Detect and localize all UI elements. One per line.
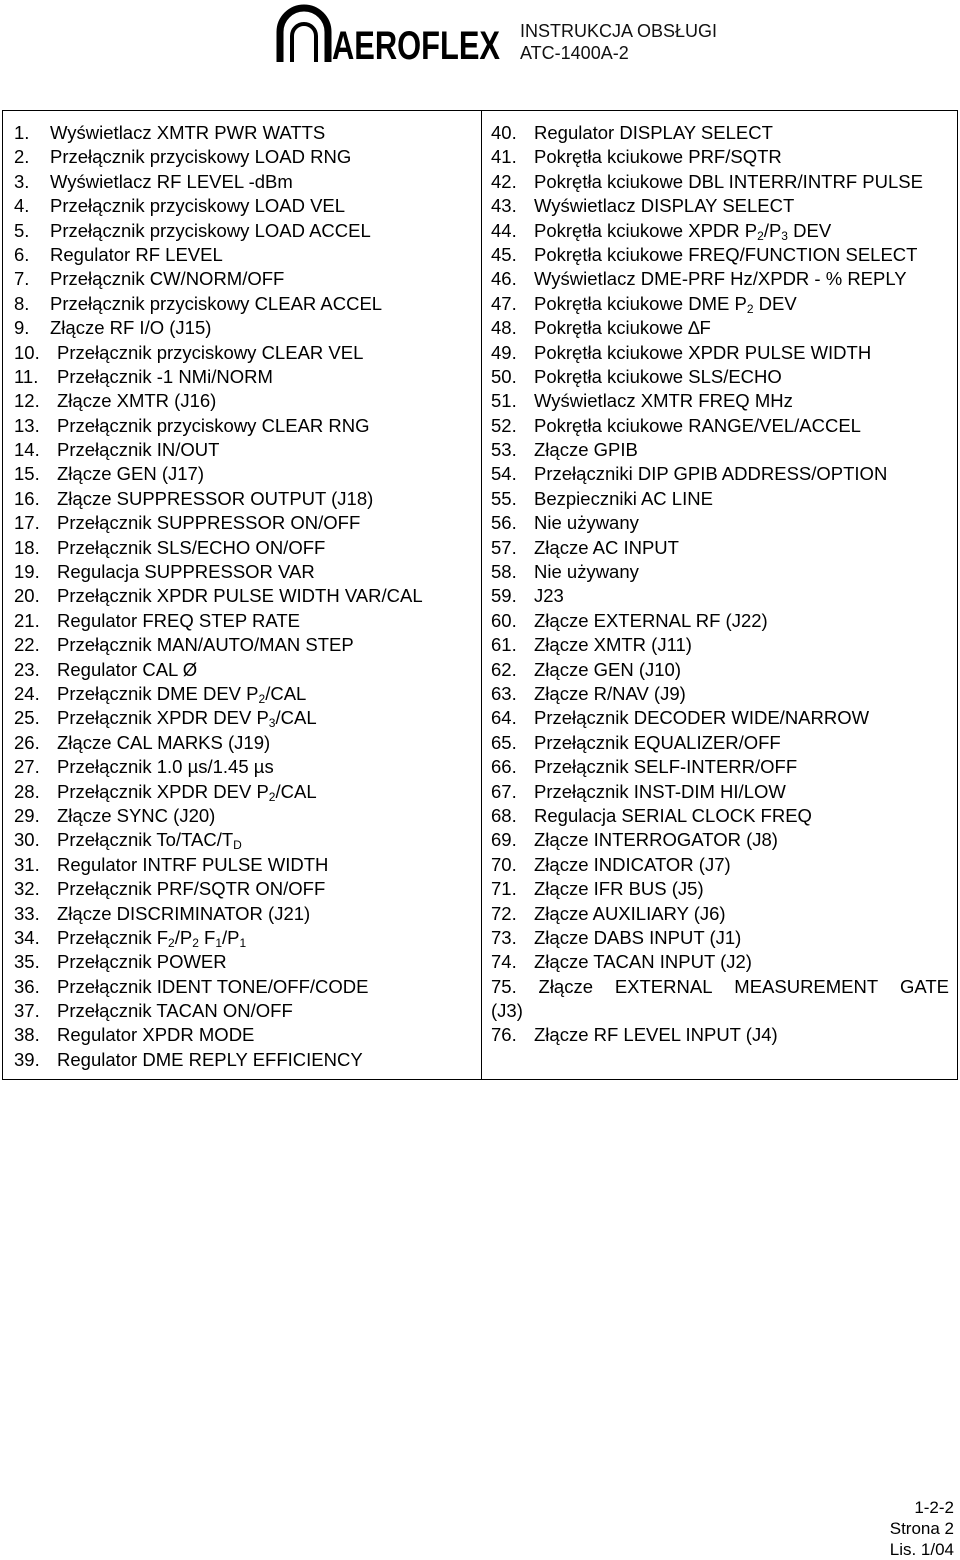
legend-item xyxy=(491,316,949,340)
legend-item-75-word: Złącze xyxy=(538,975,594,997)
legend-item-number: 73. xyxy=(491,926,517,948)
legend-item xyxy=(14,145,474,169)
legend-item-number: 67. xyxy=(491,780,517,802)
legend-item xyxy=(491,511,949,535)
legend-item-text: Przełącznik przyciskowy LOAD RNG xyxy=(50,146,352,168)
legend-item-number: 23. xyxy=(14,658,40,680)
legend-item xyxy=(491,341,949,365)
legend-item xyxy=(491,267,949,291)
legend-item xyxy=(14,1048,474,1072)
legend-item-number: 43. xyxy=(491,195,517,217)
legend-item xyxy=(491,121,949,145)
legend-item xyxy=(491,658,949,682)
legend-item-number: 6. xyxy=(14,243,30,265)
legend-item xyxy=(14,219,474,243)
legend-item-text: Przełącznik XPDR DEV $P_3$/CAL xyxy=(57,707,317,731)
legend-item xyxy=(14,682,474,706)
legend-item xyxy=(14,365,474,389)
legend-item-text: Przełącznik IN/OUT xyxy=(57,439,220,461)
legend-item xyxy=(14,414,474,438)
legend-item-text: Przełącznik $F_2/P_2$ $F_1/P_1$ xyxy=(57,926,247,950)
legend-item-number: 35. xyxy=(14,951,40,973)
legend-item xyxy=(491,633,949,657)
legend-item-text: Złącze DABS INPUT (J1) xyxy=(534,926,742,948)
legend-item-text: Przełącznik 1.0 µs/1.45 µs xyxy=(57,756,274,778)
logo-text: AEROFLEX xyxy=(332,24,501,68)
legend-item-number: 28. xyxy=(14,780,40,802)
legend-item-text: Regulator XPDR MODE xyxy=(57,1024,255,1046)
legend-item xyxy=(491,877,949,901)
legend-item xyxy=(14,267,474,291)
legend-item-number: 10. xyxy=(14,341,40,363)
legend-item-text: Wyświetlacz RF LEVEL -dBm xyxy=(50,170,293,192)
legend-item xyxy=(14,243,474,267)
legend-item-text: Przełącznik PRF/SQTR ON/OFF xyxy=(57,878,326,900)
legend-item xyxy=(491,414,949,438)
legend-item-number: 52. xyxy=(491,414,517,436)
legend-item xyxy=(14,536,474,560)
legend-item-number: 26. xyxy=(14,731,40,753)
legend-item-text: Przełącznik DME DEV $P_2$/CAL xyxy=(57,682,307,706)
legend-item-text: Pokrętła kciukowe ∆F xyxy=(534,317,711,339)
legend-item-text: Regulator INTRF PULSE WIDTH xyxy=(57,853,329,875)
legend-item-text: Złącze GPIB xyxy=(534,439,638,461)
column-divider xyxy=(481,111,482,1079)
legend-item-number: 8. xyxy=(14,292,30,314)
legend-item xyxy=(491,926,949,950)
legend-item-number: 9. xyxy=(14,317,30,339)
legend-item-text: Złącze RF I/O (J15) xyxy=(50,317,212,339)
legend-item-number: 29. xyxy=(14,804,40,826)
legend-item-text: J23 xyxy=(534,585,564,607)
legend-item xyxy=(491,902,949,926)
legend-item-text: Przełącznik CW/NORM/OFF xyxy=(50,268,285,290)
legend-item-75-word: MEASUREMENT xyxy=(734,975,879,997)
legend-item-text: Pokrętła kciukowe FREQ/FUNCTION SELECT xyxy=(534,243,918,265)
legend-item-text: Złącze GEN (J17) xyxy=(57,463,205,485)
legend-item-number: 11. xyxy=(14,365,39,387)
legend-item-text: Złącze INDICATOR (J7) xyxy=(534,853,731,875)
legend-item-number: 53. xyxy=(491,439,517,461)
legend-item-number: 74. xyxy=(491,951,517,973)
legend-item-text: Regulacja SUPPRESSOR VAR xyxy=(57,561,315,583)
legend-item xyxy=(14,731,474,755)
legend-item-number: 63. xyxy=(491,682,517,704)
legend-item xyxy=(14,975,474,999)
legend-item-text: Złącze IFR BUS (J5) xyxy=(534,878,704,900)
legend-item-text: Przełącznik EQUALIZER/OFF xyxy=(534,731,781,753)
legend-item xyxy=(491,682,949,706)
legend-item-number: 25. xyxy=(14,707,40,729)
legend-item-number: 42. xyxy=(491,170,517,192)
legend-item-number: 1. xyxy=(14,122,30,143)
legend-item xyxy=(14,438,474,462)
legend-item-number: 24. xyxy=(14,682,40,704)
legend-item xyxy=(14,658,474,682)
legend-item-number: 69. xyxy=(491,829,517,851)
legend-item xyxy=(491,584,949,608)
legend-item-text: Przełącznik SELF-INTERR/OFF xyxy=(534,756,798,778)
legend-item xyxy=(14,389,474,413)
legend-item-number: 20. xyxy=(14,585,40,607)
legend-item xyxy=(14,121,474,145)
legend-item-text: Przełączniki DIP GPIB ADDRESS/OPTION xyxy=(534,463,888,485)
legend-item-number: 62. xyxy=(491,658,517,680)
legend-item xyxy=(14,487,474,511)
legend-item-text: Regulator CAL Ø xyxy=(57,658,198,680)
legend-item-number: 14. xyxy=(14,439,40,461)
legend-item-text: Bezpieczniki AC LINE xyxy=(534,487,713,509)
legend-item-number: 34. xyxy=(14,926,40,948)
legend-item-number: 18. xyxy=(14,536,40,558)
legend-item-text: Przełącznik XPDR DEV $P_2$/CAL xyxy=(57,780,317,804)
legend-item-text: Przełącznik przyciskowy CLEAR ACCEL xyxy=(50,292,383,314)
legend-item-text: Pokrętła kciukowe XPDR PULSE WIDTH xyxy=(534,341,872,363)
legend-item-text: Pokrętła kciukowe XPDR $P_2/P_3$ DEV xyxy=(534,219,832,243)
legend-item-number: 12. xyxy=(14,390,40,412)
legend-item xyxy=(14,341,474,365)
legend-item-text: Wyświetlacz DISPLAY SELECT xyxy=(534,195,795,217)
legend-item xyxy=(491,365,949,389)
legend-item-text: Nie używany xyxy=(534,512,639,534)
legend-item-number: 68. xyxy=(491,804,517,826)
legend-item xyxy=(14,609,474,633)
legend-item xyxy=(14,1023,474,1047)
legend-item xyxy=(491,219,949,243)
legend-item xyxy=(14,926,474,950)
legend-item-number: 57. xyxy=(491,536,517,558)
legend-item-number: 19. xyxy=(14,561,40,583)
legend-item-number: 3. xyxy=(14,170,30,192)
legend-item xyxy=(491,755,949,779)
legend-item-number: 16. xyxy=(14,487,40,509)
legend-item-75-word: GATE xyxy=(899,975,949,997)
legend-item-number: 51. xyxy=(491,390,517,412)
document-header xyxy=(520,20,717,64)
legend-item-number: 70. xyxy=(491,853,517,875)
page-footer xyxy=(890,1497,954,1560)
legend-item-number: 32. xyxy=(14,878,40,900)
legend-item-75 xyxy=(491,975,949,1024)
legend-item-text: Przełącznik przyciskowy LOAD ACCEL xyxy=(50,219,371,241)
legend-item-text: Wyświetlacz XMTR PWR WATTS xyxy=(50,122,326,143)
legend-item-text: Złącze SYNC (J20) xyxy=(57,804,216,826)
legend-column-left xyxy=(14,121,474,1072)
legend-table xyxy=(2,110,958,1080)
legend-item xyxy=(491,487,949,511)
legend-item-number: 44. xyxy=(491,219,517,241)
legend-item xyxy=(491,194,949,218)
legend-item-text: Przełącznik IDENT TONE/OFF/CODE xyxy=(57,975,369,997)
legend-item xyxy=(491,780,949,804)
legend-item xyxy=(14,316,474,340)
legend-item-75-word: 75. xyxy=(491,975,517,997)
legend-item-text: Przełącznik SLS/ECHO ON/OFF xyxy=(57,536,326,558)
legend-item xyxy=(14,853,474,877)
legend-item-number: 48. xyxy=(491,317,517,339)
legend-item xyxy=(14,755,474,779)
section-number: 1-2-2 xyxy=(914,1498,954,1517)
legend-item xyxy=(491,462,949,486)
legend-item-text: Pokrętła kciukowe SLS/ECHO xyxy=(534,365,782,387)
legend-item-number: 13. xyxy=(14,414,40,436)
manual-title: INSTRUKCJA OBSŁUGI xyxy=(520,21,718,41)
legend-item xyxy=(491,170,949,194)
legend-item-text: Przełącznik $To/TAC/T_D$ xyxy=(57,829,242,853)
legend-item-number: 59. xyxy=(491,585,517,607)
legend-item-text: Złącze TACAN INPUT (J2) xyxy=(534,951,752,973)
legend-item-number: 7. xyxy=(14,268,30,290)
legend-item-text: Przełącznik przyciskowy CLEAR RNG xyxy=(57,414,370,436)
legend-item xyxy=(14,999,474,1023)
legend-item xyxy=(14,584,474,608)
legend-item xyxy=(491,292,949,316)
legend-item-number: 60. xyxy=(491,609,517,631)
legend-item-text: Złącze AUXILIARY (J6) xyxy=(534,902,726,924)
legend-item-text: Pokrętła kciukowe DME $P_2$ DEV xyxy=(534,292,797,316)
legend-item-number: 21. xyxy=(14,609,40,631)
legend-item-number: 66. xyxy=(491,756,517,778)
legend-item-text: Przełącznik TACAN ON/OFF xyxy=(57,1000,293,1022)
legend-item-text: Regulator DME REPLY EFFICIENCY xyxy=(57,1048,363,1070)
legend-item-number: 5. xyxy=(14,219,30,241)
legend-item-number: 22. xyxy=(14,634,40,656)
legend-item-number: 2. xyxy=(14,146,30,168)
legend-item-number: 46. xyxy=(491,268,517,290)
page-number: Strona 2 xyxy=(889,1519,954,1538)
legend-item-number: 71. xyxy=(491,878,517,900)
legend-item-text: Pokrętła kciukowe DBL INTERR/INTRF PULSE xyxy=(534,170,923,192)
legend-item-number: 30. xyxy=(14,829,40,851)
legend-item-text: Złącze EXTERNAL RF (J22) xyxy=(534,609,768,631)
legend-item-text: Złącze GEN (J10) xyxy=(534,658,682,680)
legend-item-number: 15. xyxy=(14,463,40,485)
legend-item-number: 17. xyxy=(14,512,40,534)
legend-item xyxy=(491,438,949,462)
legend-item xyxy=(491,536,949,560)
legend-item xyxy=(491,609,949,633)
legend-item xyxy=(14,462,474,486)
legend-item xyxy=(14,902,474,926)
legend-item-text: Złącze R/NAV (J9) xyxy=(534,682,686,704)
legend-item-number: 4. xyxy=(14,195,30,217)
legend-item-number: 36. xyxy=(14,975,40,997)
legend-item xyxy=(14,633,474,657)
legend-item-text: Pokrętła kciukowe PRF/SQTR xyxy=(534,146,782,168)
legend-item-number: 54. xyxy=(491,463,517,485)
legend-item-text: Przełącznik SUPPRESSOR ON/OFF xyxy=(57,512,361,534)
legend-item-75-line xyxy=(491,975,949,999)
legend-item-text: Regulator FREQ STEP RATE xyxy=(57,609,300,631)
legend-item-text: Złącze XMTR (J16) xyxy=(57,390,217,412)
legend-right-items xyxy=(491,121,949,975)
legend-item-number: 56. xyxy=(491,512,517,534)
legend-item-text: Przełącznik XPDR PULSE WIDTH VAR/CAL xyxy=(57,585,423,607)
legend-item xyxy=(14,170,474,194)
legend-item xyxy=(14,804,474,828)
legend-item-text: Przełącznik przyciskowy CLEAR VEL xyxy=(57,341,364,363)
legend-column-right xyxy=(491,121,949,1048)
legend-item xyxy=(14,511,474,535)
legend-item xyxy=(14,950,474,974)
legend-item-number: 37. xyxy=(14,1000,40,1022)
legend-item-number: 40. xyxy=(491,122,517,143)
legend-item xyxy=(14,877,474,901)
legend-item-number: 64. xyxy=(491,707,517,729)
legend-item xyxy=(491,950,949,974)
legend-item xyxy=(14,194,474,218)
revision-date: Lis. 1/04 xyxy=(889,1540,954,1559)
legend-item-number: 61. xyxy=(491,634,517,656)
aeroflex-logo xyxy=(270,4,502,66)
legend-item-number: 33. xyxy=(14,902,40,924)
legend-item xyxy=(491,560,949,584)
model-number: ATC-1400A-2 xyxy=(520,43,629,63)
legend-item-75-word: EXTERNAL xyxy=(614,975,713,997)
legend-item xyxy=(14,706,474,730)
legend-item-number: 58. xyxy=(491,561,517,583)
legend-item-number: 72. xyxy=(491,902,517,924)
legend-item xyxy=(491,804,949,828)
legend-item-number: 47. xyxy=(491,292,517,314)
legend-item xyxy=(491,243,949,267)
legend-item xyxy=(491,145,949,169)
legend-item-number: 39. xyxy=(14,1048,40,1070)
legend-item-text: Wyświetlacz DME-PRF Hz/XPDR - % REPLY xyxy=(534,268,907,290)
legend-item-number: 55. xyxy=(491,487,517,509)
legend-item-text: Nie używany xyxy=(534,561,639,583)
legend-item xyxy=(14,780,474,804)
legend-item-number: 76. xyxy=(491,1024,517,1046)
legend-item-text: Przełącznik -1 NMi/NORM xyxy=(57,365,273,387)
legend-item-text: Pokrętła kciukowe RANGE/VEL/ACCEL xyxy=(534,414,861,436)
legend-item-number: 41. xyxy=(491,146,517,168)
legend-item-number: 50. xyxy=(491,365,517,387)
legend-item-number: 27. xyxy=(14,756,40,778)
legend-item-text: Złącze INTERROGATOR (J8) xyxy=(534,829,778,851)
legend-item-text: Przełącznik DECODER WIDE/NARROW xyxy=(534,707,870,729)
legend-item-text: Regulator RF LEVEL xyxy=(50,243,223,265)
legend-item-text: Wyświetlacz XMTR FREQ MHz xyxy=(534,390,793,412)
legend-item-number: 38. xyxy=(14,1024,40,1046)
legend-item xyxy=(491,389,949,413)
legend-item-75-continuation: (J3) xyxy=(491,1000,523,1022)
legend-item-text: Przełącznik POWER xyxy=(57,951,227,973)
legend-item xyxy=(14,560,474,584)
legend-item-text: Złącze RF LEVEL INPUT (J4) xyxy=(534,1024,778,1046)
legend-item xyxy=(14,828,474,852)
legend-item-number: 45. xyxy=(491,243,517,265)
legend-item xyxy=(491,706,949,730)
legend-item-text: Złącze CAL MARKS (J19) xyxy=(57,731,271,753)
legend-item-number: 49. xyxy=(491,341,517,363)
legend-item-text: Przełącznik INST-DIM HI/LOW xyxy=(534,780,786,802)
legend-item-76 xyxy=(491,1023,949,1047)
legend-item xyxy=(491,853,949,877)
legend-item-text: Złącze DISCRIMINATOR (J21) xyxy=(57,902,311,924)
legend-item-text: Złącze AC INPUT xyxy=(534,536,679,558)
legend-item-number: 65. xyxy=(491,731,517,753)
legend-item-text: Złącze SUPPRESSOR OUTPUT (J18) xyxy=(57,487,374,509)
legend-item-number: 31. xyxy=(14,853,40,875)
legend-item-text: Regulacja SERIAL CLOCK FREQ xyxy=(534,804,812,826)
legend-item xyxy=(14,292,474,316)
legend-item xyxy=(491,731,949,755)
legend-item-text: Regulator DISPLAY SELECT xyxy=(534,122,773,143)
legend-item-text: Przełącznik przyciskowy LOAD VEL xyxy=(50,195,346,217)
legend-item xyxy=(491,828,949,852)
legend-item-text: Przełącznik MAN/AUTO/MAN STEP xyxy=(57,634,354,656)
legend-item-text: Złącze XMTR (J11) xyxy=(534,634,692,656)
